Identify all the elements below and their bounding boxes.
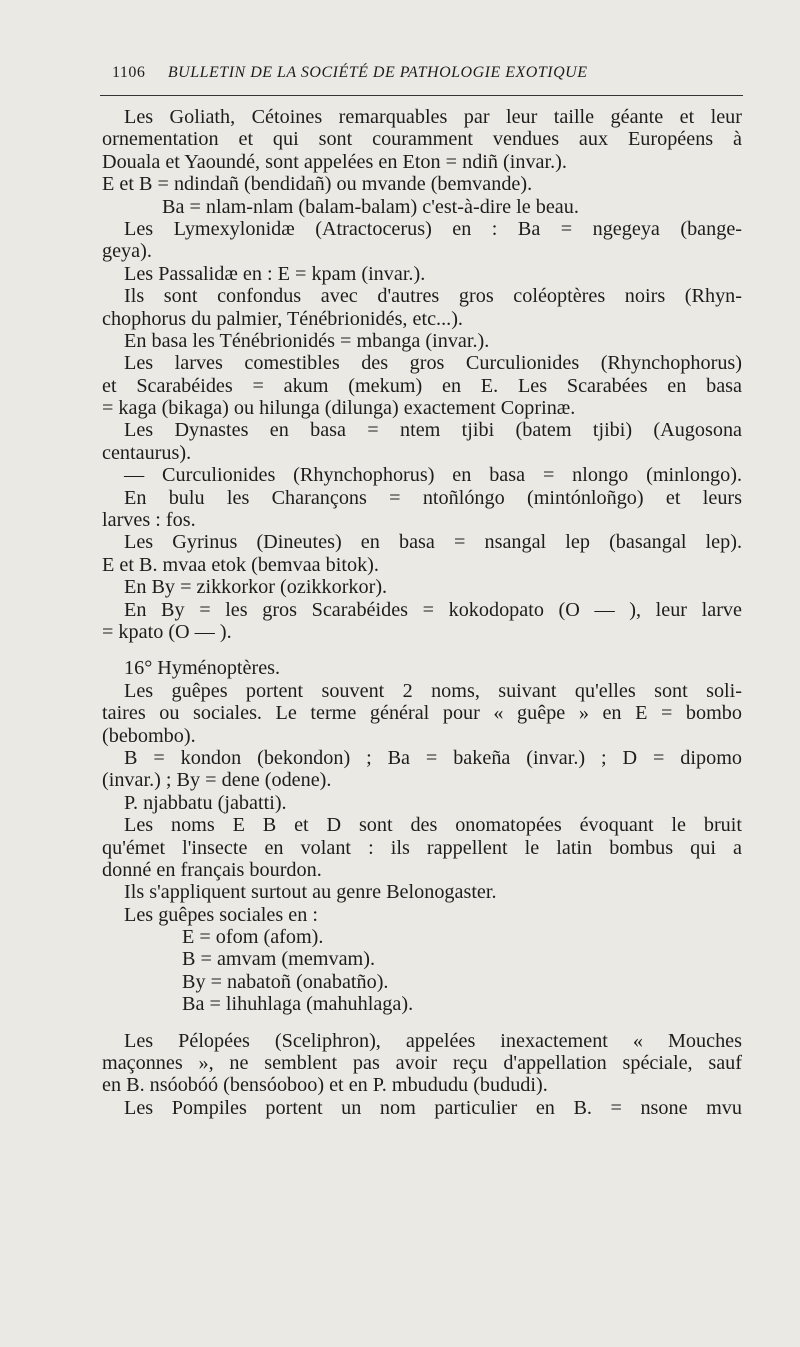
spacer — [102, 643, 742, 657]
glossary-line: Ba = lihuhlaga (mahuhlaga). — [182, 993, 414, 1016]
text-line: en B. nsóobóó (bensóoboo) et en P. mbududu (bududi). — [102, 1074, 548, 1097]
text-line: larves : fos. — [102, 509, 196, 532]
text-line: Les Lymexylonidæ (Atractocerus) en : Ba = ngegeya (bange- — [124, 217, 742, 240]
header-rule — [100, 95, 743, 96]
text-line: Les Pompiles portent un nom particulier en B. = nsone mvu — [124, 1096, 742, 1119]
text-line: En basa les Ténébrionidés = mbanga (invar.). — [124, 329, 490, 352]
text-line: E et B. mvaa etok (bemvaa bitok). — [102, 553, 379, 576]
journal-title: BULLETIN DE LA SOCIÉTÉ DE PATHOLOGIE EXOTIQUE — [167, 64, 588, 81]
text-line: En bulu les Charançons = ntoñlóngo (mintónloñgo) et leurs — [124, 486, 742, 509]
text-line: Les Goliath, Cétoines remarquables par leur taille géante et leur — [124, 106, 742, 128]
text-line: qu'émet l'insecte en volant : ils rappellent le latin bombus qui a — [102, 836, 742, 859]
text-line: geya). — [102, 240, 152, 263]
text-line: Les Pélopées (Sceliphron), appelées inexactement « Mouches — [124, 1029, 742, 1052]
text-line: et Scarabéides = akum (mekum) en E. Les Scarabées en basa — [102, 374, 742, 397]
text-line: Douala et Yaoundé, sont appelées en Eton = ndiñ (invar.). — [102, 150, 567, 173]
text-line: P. njabbatu (jabatti). — [124, 791, 287, 814]
text-line: donné en français bourdon. — [102, 858, 322, 881]
glossary-line: B = amvam (memvam). — [182, 948, 376, 971]
page-number: 1106 — [112, 64, 146, 81]
glossary-line: E = ofom (afom). — [182, 926, 324, 949]
text-line: En By = zikkorkor (ozikkorkor). — [124, 576, 388, 599]
running-header — [112, 64, 742, 82]
text-line: Les larves comestibles des gros Curculionides (Rhynchophorus) — [124, 352, 742, 375]
text-line: Ba = nlam-nlam (balam-balam) c'est-à-dire le beau. — [162, 195, 579, 218]
text-line: E et B = ndindañ (bendidañ) ou mvande (bemvande). — [102, 173, 533, 196]
text-line: (bebombo). — [102, 724, 196, 747]
text-line: Les Dynastes en basa = ntem tjibi (batem tjibi) (Augosona — [124, 419, 742, 442]
text-line: (invar.) ; By = dene (odene). — [102, 769, 332, 792]
body-text — [102, 106, 742, 1119]
text-line: Ils sont confondus avec d'autres gros coléoptères noirs (Rhyn- — [124, 285, 742, 308]
text-line: Les guêpes sociales en : — [124, 903, 318, 926]
text-line: = kpato (O — ). — [102, 620, 232, 643]
text-line: Les guêpes portent souvent 2 noms, suivant qu'elles sont soli- — [124, 679, 742, 702]
text-line: Les noms E B et D sont des onomatopées évoquant le bruit — [124, 814, 742, 837]
text-line: = kaga (bikaga) ou hilunga (dilunga) exactement Coprinæ. — [102, 397, 576, 420]
text-line: chophorus du palmier, Ténébrionidés, etc...). — [102, 307, 463, 330]
section-heading: 16° Hyménoptères. — [124, 657, 281, 680]
glossary-line: By = nabatoñ (onabatño). — [182, 970, 389, 993]
text-line: taires ou sociales. Le terme général pour « guêpe » en E = bombo — [102, 702, 742, 725]
text-line: Les Passalidæ en : E = kpam (invar.). — [124, 262, 426, 285]
text-line: Les Gyrinus (Dineutes) en basa = nsangal lep (basangal lep). — [124, 531, 742, 554]
text-line: En By = les gros Scarabéides = kokodopato (O — ), leur larve — [124, 598, 742, 621]
text-line: maçonnes », ne semblent pas avoir reçu d'appellation spéciale, sauf — [102, 1052, 742, 1075]
text-line: B = kondon (bekondon) ; Ba = bakeña (invar.) ; D = dipomo — [124, 746, 742, 769]
text-line: Ils s'appliquent surtout au genre Belonogaster. — [124, 881, 497, 904]
text-line: — Curculionides (Rhynchophorus) en basa = nlongo (minlongo). — [124, 464, 742, 487]
spacer — [102, 1016, 742, 1030]
text-line: centaurus). — [102, 441, 192, 464]
text-line: ornementation et qui sont couramment vendues aux Européens à — [102, 128, 742, 151]
